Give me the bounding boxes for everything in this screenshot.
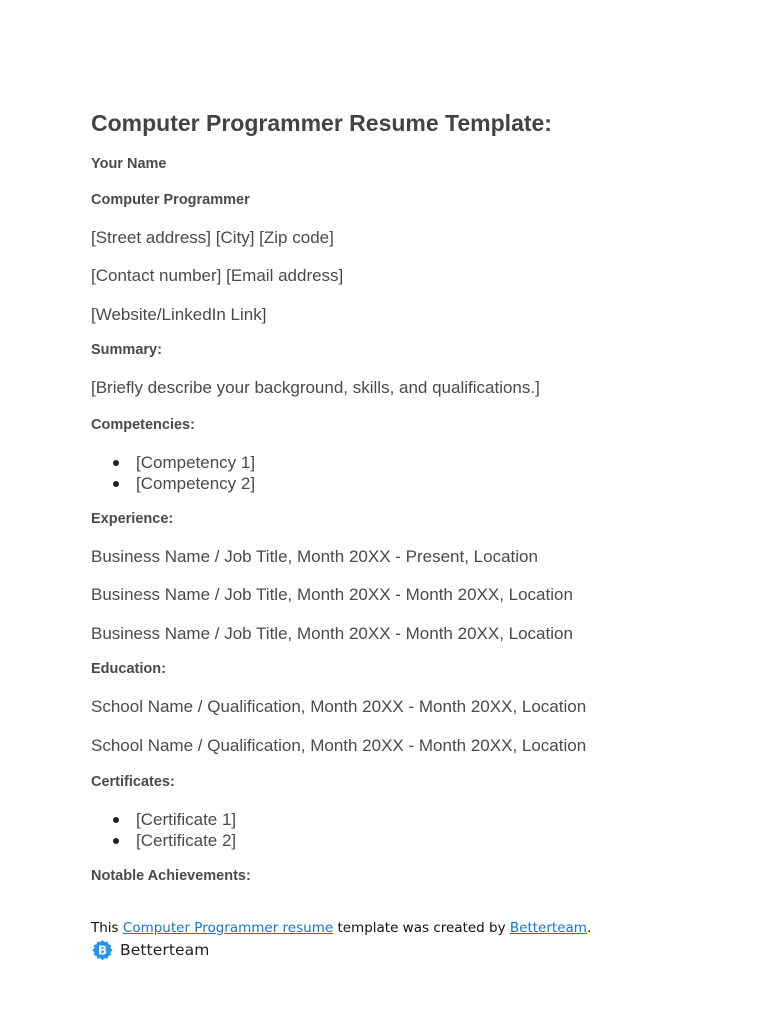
education-item: School Name / Qualification, Month 20XX - Month 20XX, Location: [91, 736, 587, 755]
summary-heading: Summary:: [91, 342, 162, 358]
betterteam-logo-icon: [91, 939, 114, 962]
education-item: School Name / Qualification, Month 20XX - Month 20XX, Location: [91, 697, 587, 716]
attribution-prefix: This: [91, 920, 123, 936]
bullet-icon: [113, 838, 119, 844]
certificates-heading: Certificates:: [91, 774, 175, 790]
betterteam-link[interactable]: Betterteam: [509, 920, 587, 936]
address-line: [Street address] [City] [Zip code]: [91, 228, 334, 247]
website-line: [Website/LinkedIn Link]: [91, 305, 267, 324]
competency-item: [Competency 2]: [136, 473, 256, 493]
document-title: Computer Programmer Resume Template:: [91, 110, 552, 136]
experience-item: Business Name / Job Title, Month 20XX - Month 20XX, Location: [91, 624, 573, 643]
certificate-item: [Certificate 2]: [136, 830, 237, 850]
competencies-list: [91, 453, 255, 494]
name-label: Your Name: [91, 156, 167, 172]
list-item: [91, 810, 236, 831]
list-item: [91, 474, 255, 495]
achievements-heading: Notable Achievements:: [91, 868, 251, 884]
contact-line: [Contact number] [Email address]: [91, 266, 344, 285]
list-item: [91, 453, 255, 474]
attribution-suffix: .: [586, 920, 592, 936]
logo-letter: B: [97, 943, 108, 958]
list-item: [91, 831, 236, 852]
experience-heading: Experience:: [91, 511, 174, 527]
bullet-icon: [113, 817, 119, 823]
betterteam-logo[interactable]: [91, 938, 209, 962]
summary-text: [Briefly describe your background, skills, and qualifications.]: [91, 378, 540, 397]
bullet-icon: [113, 481, 119, 487]
certificates-list: [91, 810, 236, 851]
role-label: Computer Programmer: [91, 192, 250, 208]
experience-item: Business Name / Job Title, Month 20XX - Present, Location: [91, 547, 538, 566]
experience-item: Business Name / Job Title, Month 20XX - Month 20XX, Location: [91, 585, 573, 604]
education-heading: Education:: [91, 661, 166, 677]
competency-item: [Competency 1]: [136, 453, 256, 472]
competencies-heading: Competencies:: [91, 417, 195, 433]
attribution-middle: template was created by: [333, 920, 510, 936]
bullet-icon: [113, 460, 119, 466]
attribution-line: [91, 920, 591, 936]
template-link[interactable]: Computer Programmer resume: [122, 920, 334, 936]
brand-name: Betterteam: [120, 941, 210, 959]
certificate-item: [Certificate 1]: [136, 810, 237, 829]
